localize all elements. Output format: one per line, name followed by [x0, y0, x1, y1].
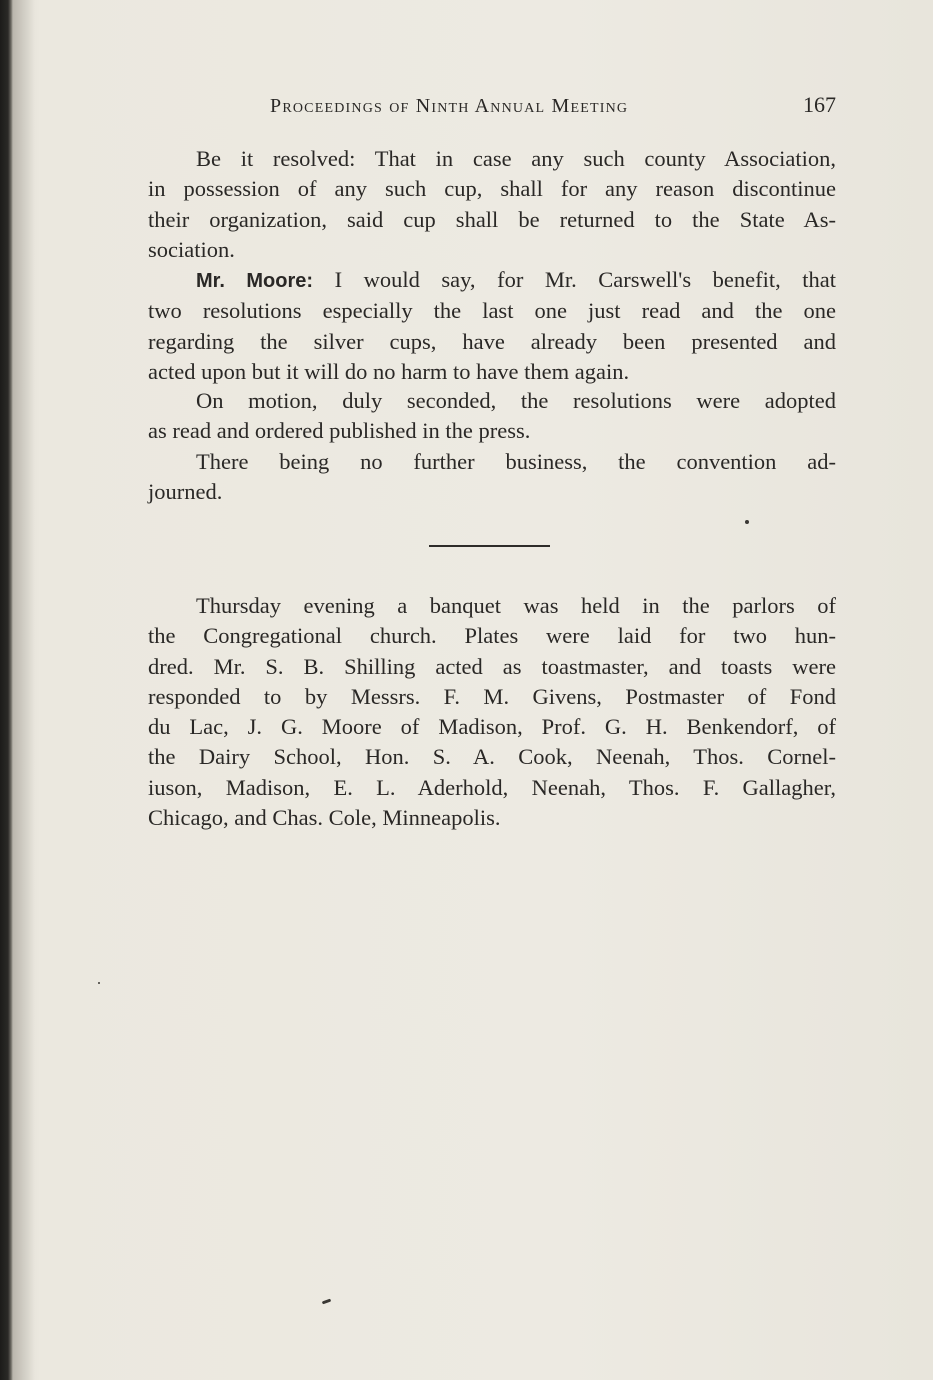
- text-line: two resolutions especially the last one just read and the one: [148, 298, 836, 324]
- binding-shadow: [13, 0, 35, 1380]
- text-line: [148, 265, 836, 296]
- text-line: in possession of any such cup, shall for any reason discontinue: [148, 176, 836, 202]
- text-line: as read and ordered published in the press.: [148, 418, 531, 444]
- text-line: Thursday evening a banquet was held in the parlors of: [196, 593, 836, 618]
- text-line: Be it resolved: That in case any such county Association,: [196, 146, 836, 171]
- text-line: acted upon but it will do no harm to have them again.: [148, 358, 630, 384]
- text-line: On motion, duly seconded, the resolutions were adopted: [196, 388, 836, 413]
- paragraph-motion: [148, 386, 836, 447]
- paragraph-resolution: [148, 144, 836, 265]
- speaker-text: I would say, for Mr. Carswell's benefit, that: [334, 267, 836, 292]
- paper-speck: [98, 982, 100, 984]
- page-number: 167: [803, 92, 836, 117]
- text-line: Chicago, and Chas. Cole, Minneapolis.: [148, 805, 501, 831]
- paragraph-banquet: [148, 591, 836, 833]
- text-line: dred. Mr. S. B. Shilling acted as toastmaster, and toasts were: [148, 653, 836, 679]
- text-line: the Dairy School, Hon. S. A. Cook, Neenah, Thos. Cornel-: [148, 744, 836, 770]
- paragraph-mr-moore: [148, 265, 836, 387]
- text-line: regarding the silver cups, have already been presented and: [148, 328, 836, 354]
- text-line: iuson, Madison, E. L. Aderhold, Neenah, Thos. F. Gallagher,: [148, 774, 836, 800]
- section-divider: [429, 545, 550, 547]
- paper-speck: [322, 1299, 331, 1305]
- text-line: sociation.: [148, 236, 235, 262]
- book-binding-edge: [0, 0, 13, 1380]
- text-line: the Congregational church. Plates were laid for two hun-: [148, 623, 836, 649]
- text-line: journed.: [148, 479, 223, 505]
- text-line: There being no further business, the convention ad-: [196, 449, 836, 474]
- text-line: responded to by Messrs. F. M. Givens, Postmaster of Fond: [148, 683, 836, 709]
- text-line: their organization, said cup shall be returned to the State As-: [148, 206, 836, 232]
- paper-speck: [745, 520, 749, 524]
- text-line: du Lac, J. G. Moore of Madison, Prof. G. H. Benkendorf, of: [148, 714, 836, 740]
- paragraph-adjourned: [148, 447, 836, 508]
- running-header: Proceedings of Ninth Annual Meeting: [270, 95, 629, 117]
- speaker-name: Mr. Moore:: [196, 270, 314, 292]
